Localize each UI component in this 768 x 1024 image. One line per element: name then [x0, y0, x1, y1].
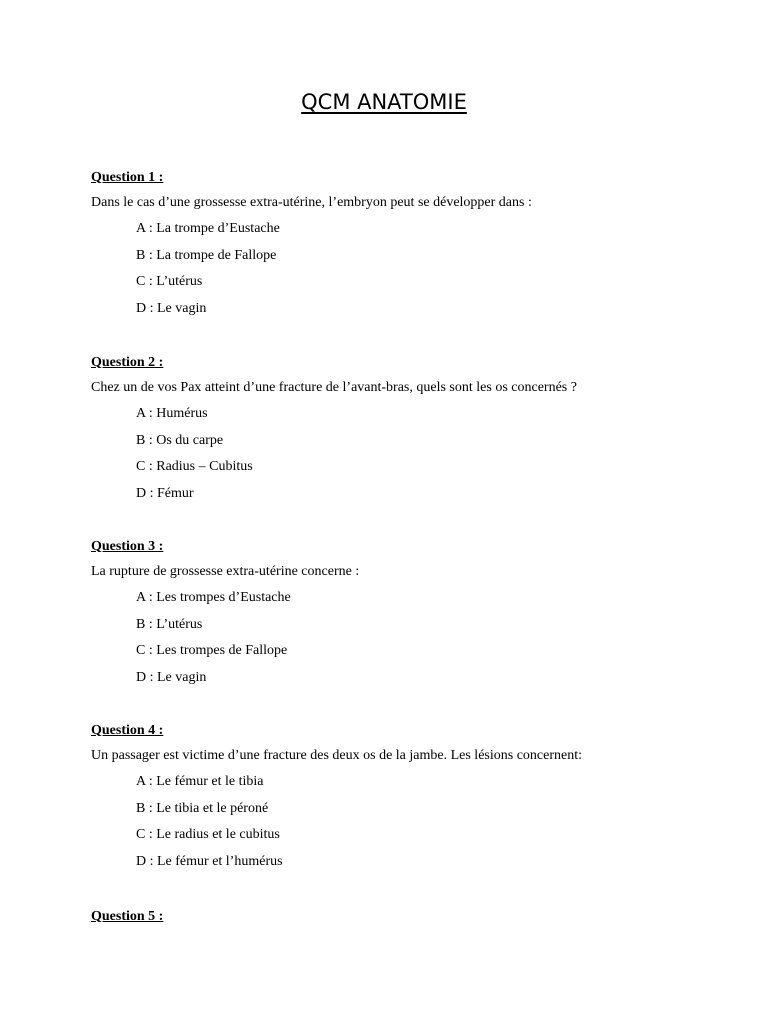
answer-option-b: B : Os du carpe — [136, 432, 224, 448]
question-text: Un passager est victime d’une fracture des deux os de la jambe. Les lésions concernent: — [91, 748, 582, 763]
answer-option-a: A : La trompe d’Eustache — [136, 221, 280, 236]
answer-option-c: C : Les trompes de Fallope — [136, 643, 288, 658]
question-block-1 — [91, 169, 731, 326]
question-label: Question 4 : — [91, 723, 164, 738]
answer-option-c: C : L’utérus — [136, 274, 203, 289]
answer-option-d: D : Le vagin — [136, 300, 207, 316]
answer-options — [136, 220, 731, 326]
answer-options — [136, 589, 731, 695]
answer-option-a: A : Les trompes d’Eustache — [136, 590, 291, 605]
question-text: Chez un de vos Pax atteint d’une fracture de l’avant-bras, quels sont les os concernés ? — [91, 380, 577, 395]
question-label: Question 1 : — [91, 170, 164, 185]
question-block-4 — [91, 722, 731, 879]
answer-options — [136, 405, 731, 511]
page-title — [0, 88, 768, 116]
answer-option-c: C : Radius – Cubitus — [136, 459, 253, 474]
page-title-text: QCM ANATOMIE — [301, 90, 467, 114]
answer-option-a: A : Humérus — [136, 406, 208, 421]
question-label: Question 5 : — [91, 909, 164, 924]
answer-option-a: A : Le fémur et le tibia — [136, 774, 264, 789]
question-text: La rupture de grossesse extra-utérine concerne : — [91, 564, 360, 579]
answer-option-d: D : Le vagin — [136, 669, 207, 685]
answer-option-d: D : Fémur — [136, 485, 194, 501]
answer-option-d: D : Le fémur et l’humérus — [136, 853, 283, 869]
question-label: Question 3 : — [91, 539, 164, 554]
answer-option-b: B : La trompe de Fallope — [136, 247, 277, 263]
question-text: Dans le cas d’une grossesse extra-utérine, l’embryon peut se développer dans : — [91, 195, 532, 210]
question-block-2 — [91, 354, 731, 511]
question-label: Question 2 : — [91, 355, 164, 370]
question-block-5 — [91, 908, 731, 926]
answer-option-b: B : L’utérus — [136, 616, 203, 632]
answer-option-b: B : Le tibia et le péroné — [136, 800, 269, 816]
answer-option-c: C : Le radius et le cubitus — [136, 827, 280, 842]
answer-options — [136, 773, 731, 879]
question-block-3 — [91, 538, 731, 695]
